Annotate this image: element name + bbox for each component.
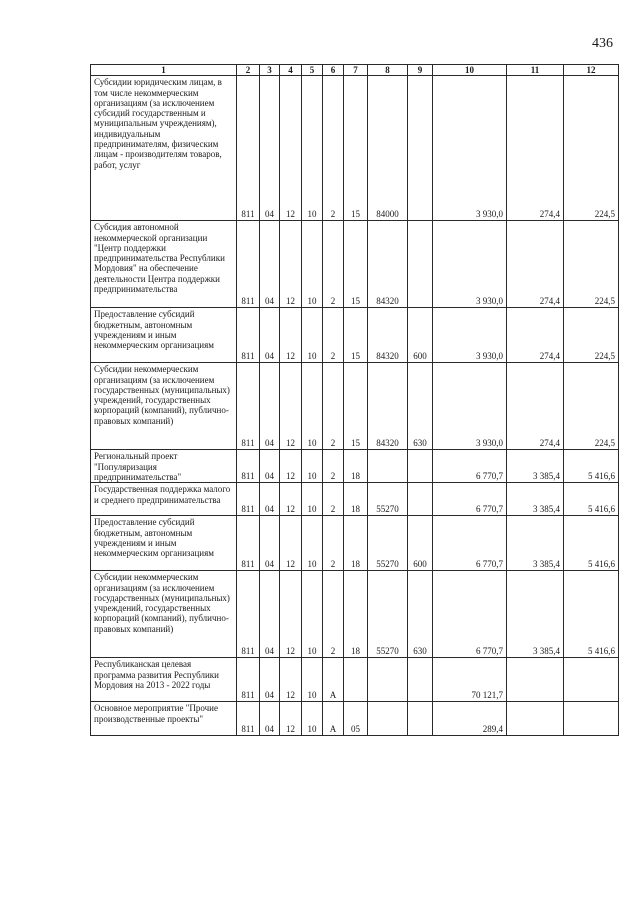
cell-c3: 04	[260, 221, 280, 308]
cell-c10: 289,4	[433, 702, 507, 736]
cell-c4: 12	[280, 516, 302, 571]
header-row	[91, 65, 619, 76]
cell-c3: 04	[260, 516, 280, 571]
column-header-2: 2	[237, 65, 260, 76]
cell-c8: 55270	[368, 571, 408, 658]
cell-c5: 10	[302, 658, 323, 702]
cell-c11	[507, 658, 564, 702]
budget-table	[90, 64, 619, 736]
cell-c8: 55270	[368, 483, 408, 516]
cell-c7: 18	[344, 450, 368, 483]
cell-c7: 15	[344, 308, 368, 363]
cell-c10: 3 930,0	[433, 76, 507, 221]
page-number: 436	[592, 36, 613, 51]
column-header-9: 9	[408, 65, 433, 76]
cell-c8	[368, 450, 408, 483]
row-name: Субсидии юридическим лицам, в том числе некоммерческим организациям (за исключением субсидий государственным и муниципальным учреждениям), индивидуальным предпринимателям, физическим лицам - производителям товаров, работ, услуг	[91, 76, 237, 221]
cell-c12: 5 416,6	[564, 571, 619, 658]
cell-c8: 84320	[368, 308, 408, 363]
cell-c10: 70 121,7	[433, 658, 507, 702]
cell-c12	[564, 702, 619, 736]
cell-c6: 2	[323, 363, 344, 450]
cell-c10: 6 770,7	[433, 571, 507, 658]
cell-c5: 10	[302, 702, 323, 736]
cell-c3: 04	[260, 363, 280, 450]
cell-c10: 3 930,0	[433, 363, 507, 450]
cell-c12: 224,5	[564, 363, 619, 450]
cell-c12: 5 416,6	[564, 450, 619, 483]
row-name: Предоставление субсидий бюджетным, автономным учреждениям и иным некоммерческим организациям	[91, 308, 237, 363]
column-header-5: 5	[302, 65, 323, 76]
cell-c9: 630	[408, 571, 433, 658]
cell-c5: 10	[302, 483, 323, 516]
cell-c2: 811	[237, 450, 260, 483]
row-name: Субсидии некоммерческим организациям (за исключением государственных (муниципальных) учреждений, государственных корпораций (компаний), публично-правовых компаний)	[91, 571, 237, 658]
cell-c7: 15	[344, 221, 368, 308]
cell-c10: 6 770,7	[433, 450, 507, 483]
cell-c12: 224,5	[564, 76, 619, 221]
cell-c9: 600	[408, 308, 433, 363]
cell-c4: 12	[280, 363, 302, 450]
cell-c12	[564, 658, 619, 702]
cell-c12: 5 416,6	[564, 516, 619, 571]
cell-c11: 274,4	[507, 221, 564, 308]
cell-c6: А	[323, 658, 344, 702]
cell-c4: 12	[280, 702, 302, 736]
cell-c4: 12	[280, 76, 302, 221]
cell-c11: 3 385,4	[507, 483, 564, 516]
cell-c2: 811	[237, 571, 260, 658]
cell-c7: 18	[344, 516, 368, 571]
row-name: Основное мероприятие "Прочие производственные проекты"	[91, 702, 237, 736]
cell-c3: 04	[260, 483, 280, 516]
cell-c8: 84320	[368, 363, 408, 450]
cell-c11: 274,4	[507, 308, 564, 363]
row-name: Региональный проект "Популяризация предпринимательства"	[91, 450, 237, 483]
cell-c12: 224,5	[564, 308, 619, 363]
cell-c5: 10	[302, 571, 323, 658]
cell-c7	[344, 658, 368, 702]
row-name: Субсидии некоммерческим организациям (за исключением государственных (муниципальных) учреждений, государственных корпораций (компаний), публично-правовых компаний)	[91, 363, 237, 450]
cell-c11	[507, 702, 564, 736]
cell-c10: 3 930,0	[433, 308, 507, 363]
cell-c11: 3 385,4	[507, 516, 564, 571]
cell-c2: 811	[237, 363, 260, 450]
cell-c7: 05	[344, 702, 368, 736]
cell-c3: 04	[260, 308, 280, 363]
cell-c9	[408, 76, 433, 221]
table-row	[91, 658, 619, 702]
table-body	[91, 76, 619, 736]
column-header-6: 6	[323, 65, 344, 76]
cell-c8	[368, 702, 408, 736]
cell-c8: 55270	[368, 516, 408, 571]
table-row	[91, 483, 619, 516]
cell-c2: 811	[237, 308, 260, 363]
cell-c5: 10	[302, 363, 323, 450]
column-header-1: 1	[91, 65, 237, 76]
cell-c9: 630	[408, 363, 433, 450]
table-row	[91, 702, 619, 736]
cell-c6: А	[323, 702, 344, 736]
cell-c2: 811	[237, 702, 260, 736]
row-name: Субсидия автономной некоммерческой организации "Центр поддержки предпринимательства Республики Мордовия" на обеспечение деятельности Центра поддержки предпринимательства	[91, 221, 237, 308]
cell-c6: 2	[323, 516, 344, 571]
cell-c4: 12	[280, 221, 302, 308]
cell-c9: 600	[408, 516, 433, 571]
cell-c5: 10	[302, 516, 323, 571]
cell-c2: 811	[237, 221, 260, 308]
cell-c10: 3 930,0	[433, 221, 507, 308]
table-row	[91, 516, 619, 571]
column-header-10: 10	[433, 65, 507, 76]
cell-c11: 274,4	[507, 76, 564, 221]
cell-c2: 811	[237, 76, 260, 221]
column-header-7: 7	[344, 65, 368, 76]
cell-c3: 04	[260, 450, 280, 483]
cell-c11: 274,4	[507, 363, 564, 450]
table-row	[91, 363, 619, 450]
cell-c8: 84320	[368, 221, 408, 308]
row-name: Государственная поддержка малого и среднего предпринимательства	[91, 483, 237, 516]
table-row	[91, 221, 619, 308]
cell-c5: 10	[302, 76, 323, 221]
cell-c9	[408, 450, 433, 483]
cell-c9	[408, 702, 433, 736]
cell-c10: 6 770,7	[433, 483, 507, 516]
cell-c7: 18	[344, 483, 368, 516]
cell-c9	[408, 221, 433, 308]
column-header-8: 8	[368, 65, 408, 76]
cell-c4: 12	[280, 308, 302, 363]
cell-c8: 84000	[368, 76, 408, 221]
cell-c12: 224,5	[564, 221, 619, 308]
cell-c4: 12	[280, 483, 302, 516]
cell-c2: 811	[237, 483, 260, 516]
row-name: Республиканская целевая программа развития Республики Мордовия на 2013 - 2022 годы	[91, 658, 237, 702]
cell-c8	[368, 658, 408, 702]
cell-c2: 811	[237, 658, 260, 702]
table-row	[91, 308, 619, 363]
cell-c7: 15	[344, 363, 368, 450]
cell-c7: 18	[344, 571, 368, 658]
table-row	[91, 450, 619, 483]
cell-c6: 2	[323, 450, 344, 483]
cell-c3: 04	[260, 76, 280, 221]
cell-c12: 5 416,6	[564, 483, 619, 516]
cell-c6: 2	[323, 221, 344, 308]
cell-c6: 2	[323, 483, 344, 516]
cell-c6: 2	[323, 308, 344, 363]
cell-c6: 2	[323, 571, 344, 658]
column-header-11: 11	[507, 65, 564, 76]
cell-c11: 3 385,4	[507, 450, 564, 483]
cell-c5: 10	[302, 450, 323, 483]
cell-c6: 2	[323, 76, 344, 221]
table-row	[91, 571, 619, 658]
cell-c2: 811	[237, 516, 260, 571]
cell-c4: 12	[280, 658, 302, 702]
cell-c10: 6 770,7	[433, 516, 507, 571]
cell-c3: 04	[260, 658, 280, 702]
row-name: Предоставление субсидий бюджетным, автономным учреждениям и иным некоммерческим организациям	[91, 516, 237, 571]
cell-c5: 10	[302, 221, 323, 308]
cell-c5: 10	[302, 308, 323, 363]
cell-c7: 15	[344, 76, 368, 221]
cell-c4: 12	[280, 571, 302, 658]
cell-c3: 04	[260, 571, 280, 658]
column-header-4: 4	[280, 65, 302, 76]
cell-c4: 12	[280, 450, 302, 483]
cell-c3: 04	[260, 702, 280, 736]
cell-c11: 3 385,4	[507, 571, 564, 658]
cell-c9	[408, 658, 433, 702]
column-header-3: 3	[260, 65, 280, 76]
cell-c9	[408, 483, 433, 516]
table-row	[91, 76, 619, 221]
column-header-12: 12	[564, 65, 619, 76]
